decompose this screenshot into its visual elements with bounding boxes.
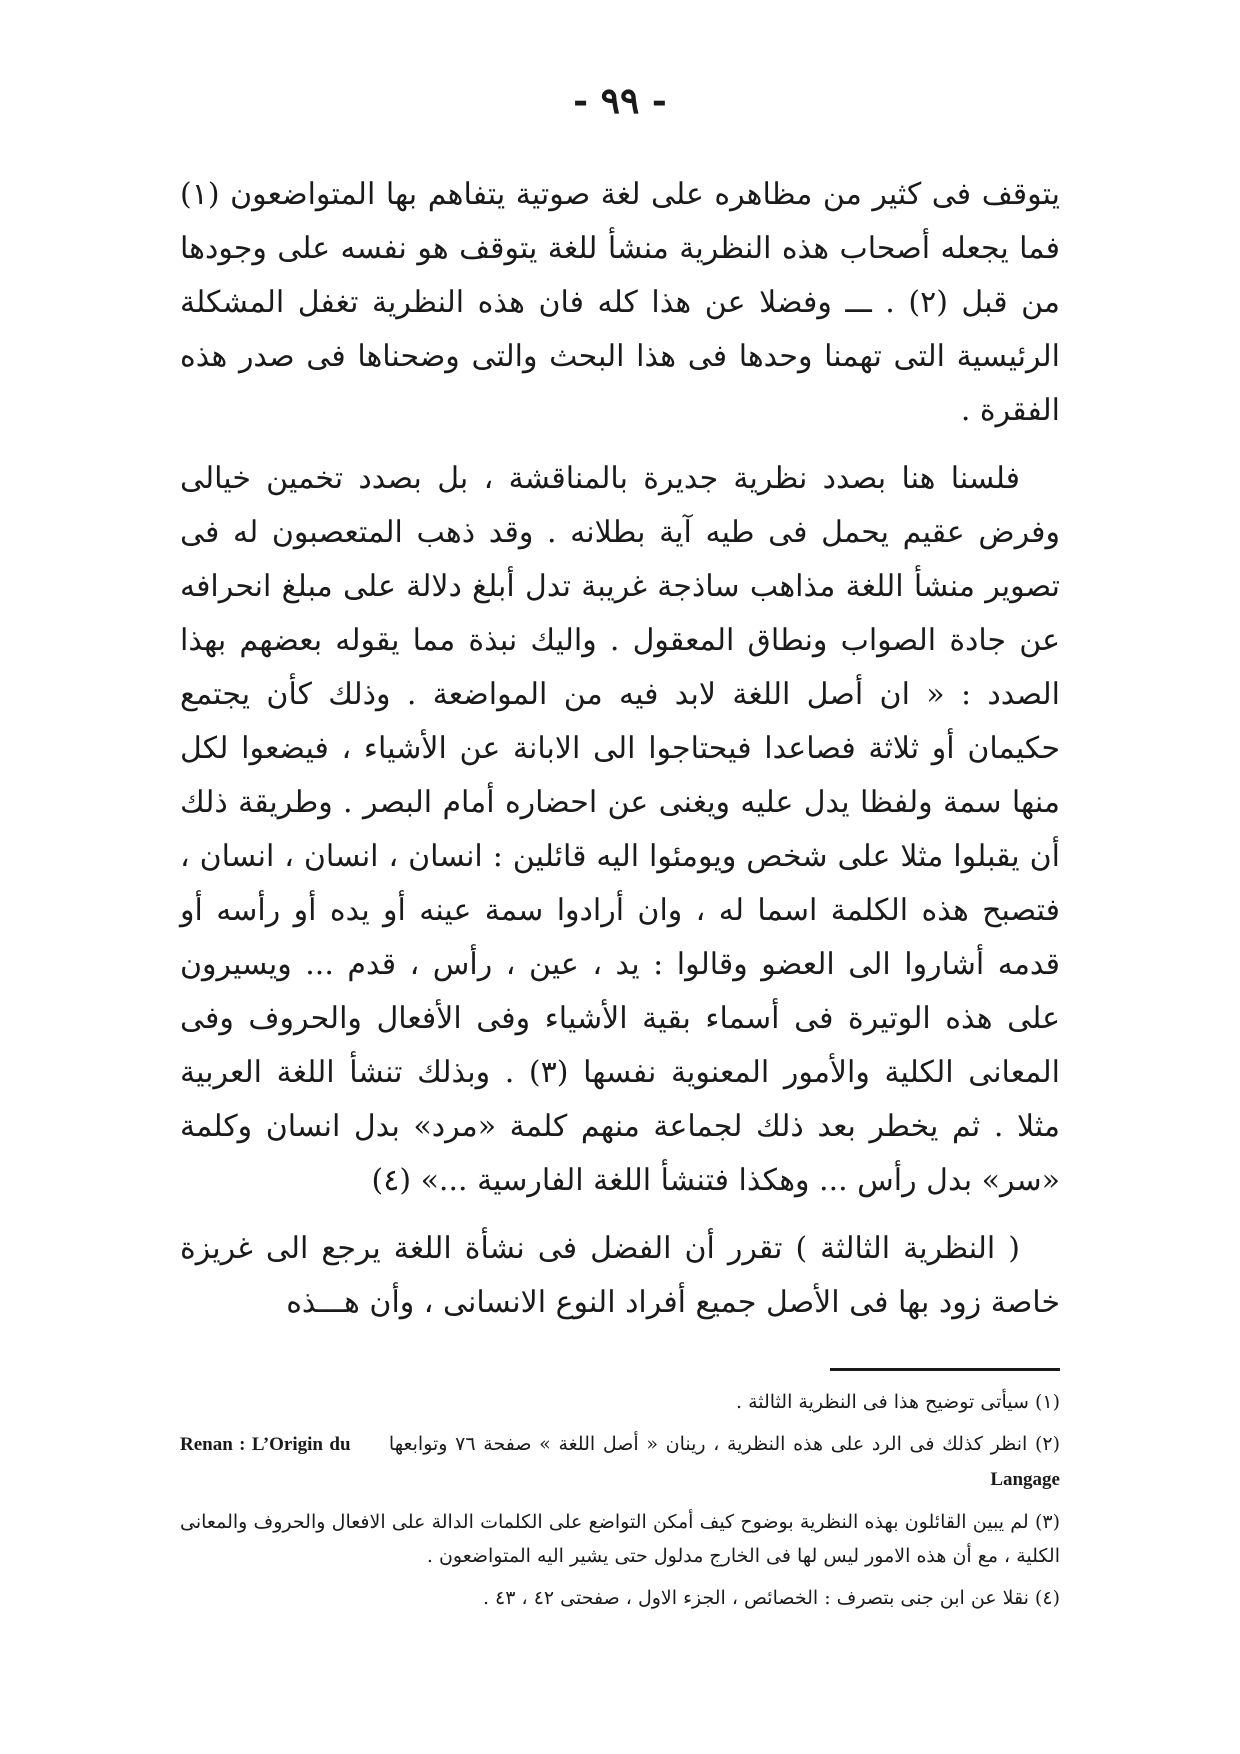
footnote-2-text: (٢) انظر كذلك فى الرد على هذه النظرية ، رينان « أصل اللغة » صفحة ٧٦ وتوابعها (388, 1433, 1061, 1455)
main-text (180, 168, 1060, 1330)
footnote-1: (١) سيأتى توضيح هذا فى النظرية الثالثة . (735, 1391, 1060, 1413)
footnote-3: (٣) لم يبين القائلون بهذه النظرية بوضوح كيف أمكن التواضع على الكلمات الدالة على الافعال والحروف والمعانى الكلية ، مع أن هذه الامور ليس لها فى الخارج مدلول حتى يشير اليه المتواضعون . (180, 1511, 1060, 1567)
footnote-2 (180, 1427, 1060, 1497)
footnotes (180, 1385, 1060, 1623)
footnote-divider (830, 1368, 1060, 1371)
footnote-4: (٤) نقلا عن ابن جنى بتصرف : الخصائص ، الجزء الاول ، صفحتى ٤٢ ، ٤٣ . (482, 1587, 1060, 1609)
page-number: - ٩٩ - (573, 80, 667, 122)
paragraph-2: فلسنا هنا بصدد نظرية جديرة بالمناقشة ، بل بصدد تخمين خيالى وفرض عقيم يحمل فى طيه آية بطلانه . وقد ذهب المتعصبون له فى تصوير منشأ اللغة مذاهب ساذجة غريبة تدل أبلغ دلالة على مبلغ انحرافه عن جادة الصواب ونطاق المعقول . واليك نبذة مما يقوله بعضهم بهذا الصدد : « ان أصل اللغة لابد فيه من المواضعة . وذلك كأن يجتمع حكيمان أو ثلاثة فصاعدا فيحتاجوا الى الابانة عن الأشياء ، فيضعوا لكل منها سمة ولفظا يدل عليه ويغنى عن احضاره أمام البصر . وطريقة ذلك أن يقبلوا مثلا على شخص ويومئوا اليه قائلين : انسان ، انسان ، انسان ، فتصبح هذه الكلمة اسما له ، وان أرادوا سمة عينه أو يده أو رأسه أو قدمه أشاروا الى العضو وقالوا : يد ، عين ، رأس ، قدم ... ويسيرون على هذه الوتيرة فى أسماء بقية الأشياء وفى الأفعال والحروف وفى المعانى الكلية والأمور المعنوية نفسها (٣) . وبذلك تنشأ اللغة العربية مثلا . ثم يخطر بعد ذلك لجماعة منهم كلمة «مرد» بدل انسان وكلمة «سر» بدل رأس ... وهكذا فتنشأ اللغة الفارسية ...» (٤) (180, 461, 1060, 1198)
paragraph-1: يتوقف فى كثير من مظاهره على لغة صوتية يتفاهم بها المتواضعون (١) فما يجعله أصحاب هذه النظرية منشأ للغة يتوقف هو نفسه على وجودها من قبل (٢) . ـــ وفضلا عن هذا كله فان هذه النظرية تغفل المشكلة الرئيسية التى تهمنا وحدها فى هذا البحث والتى وضحناها فى صدر هذه الفقرة . (180, 177, 1060, 428)
paragraph-3: ( النظرية الثالثة ) تقرر أن الفضل فى نشأة اللغة يرجع الى غريزة خاصة زود بها فى الأصل جميع أفراد النوع الانسانى ، وأن هـــذه (180, 1231, 1060, 1320)
footnote-2-latin-reference: Renan : L’Origin du Langage (180, 1434, 1060, 1490)
